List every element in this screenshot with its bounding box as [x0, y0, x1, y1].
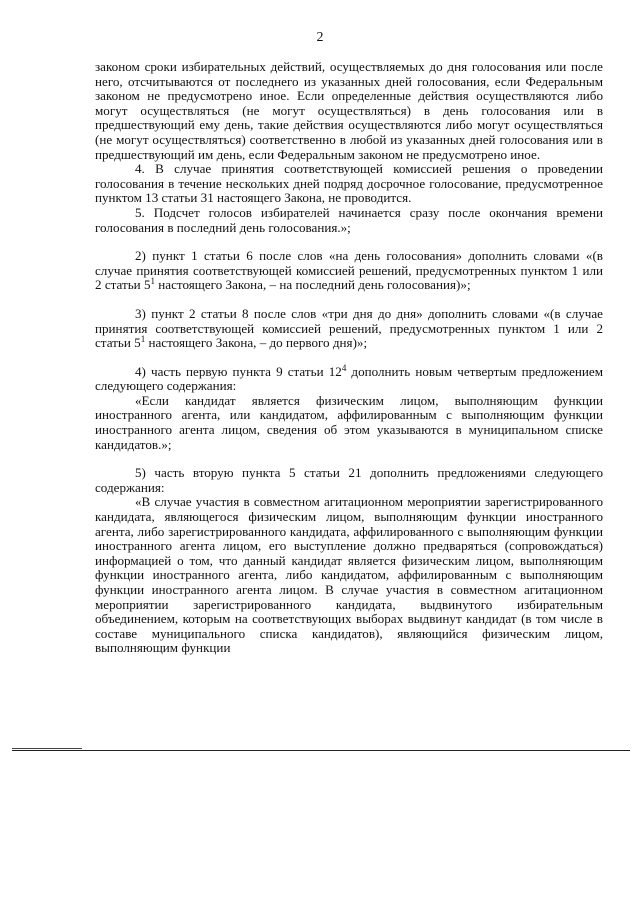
amendment-5-quote: «В случае участия в совместном агитационном мероприятии зарегистрированного кандидата, являющегося физическим лицом, выполняющим функции иностранного агента, либо зарегистрированного кандидата, аффилированного с выполняющим функции иностранного агента лицом, его выступление должно предваряться (сопровождаться) информацией о том, что данный кандидат является физическим лицом, выполняющим функции иностранного агента, либо кандидатом, аффилированным с выполняющим функции иностранного агента лицом. В случае участия в совместном агитационном мероприятии зарегистрированного кандидата, выдвинутого избирательным объединением, которым на соответствующих выборах выдвинут кандидат (в том числе в составе муниципального списка кандидатов), являющийся физическим лицом, выполняющим функции	[95, 494, 603, 656]
amendment-4-superscript: 4	[341, 362, 347, 373]
amendment-2-superscript: 1	[150, 276, 156, 287]
amendment-3-text-b: настоящего Закона, – до первого дня)»;	[145, 335, 368, 351]
amendment-3	[95, 307, 603, 351]
paragraph-spacer	[95, 351, 603, 365]
paragraph-continuation: законом сроки избирательных действий, осуществляемых до дня голосования или после него, отсчитываются от последнего из указанных дней голосования, если Федеральным законом не предусмотрено иное. Если определенные действия осуществляются либо могут осуществляться (не могут осуществляться) в день голосования или в предшествующий ему день, такие действия осуществляются либо могут осуществляться (не могут осуществляться) соответственно в любой из указанных дней голосования или в предшествующий им день, если Федеральным законом не предусмотрено иное.	[95, 59, 603, 162]
amendment-4-text-b: дополнить новым четвертым предложением следующего содержания:	[95, 363, 603, 394]
paragraph-spacer	[95, 452, 603, 466]
amendment-2	[95, 249, 603, 293]
amendment-3-superscript: 1	[140, 334, 146, 345]
amendment-4	[95, 362, 603, 394]
footer-divider	[12, 750, 630, 751]
footer-dash	[12, 748, 82, 749]
paragraph-spacer	[95, 293, 603, 307]
document-body	[95, 60, 603, 656]
paragraph-item-4: 4. В случае принятия соответствующей комиссией решения о проведении голосования в течение нескольких дней подряд досрочное голосование, предусмотренное пунктом 13 статьи 31 настоящего Закона, не проводится.	[95, 161, 603, 206]
amendment-3-text-a: 3) пункт 2 статьи 8 после слов «три дня до дня» дополнить словами «(в случае принятия соответствующей комиссией решений, предусмотренных пунктом 1 или 2 статьи 5	[95, 305, 603, 351]
amendment-2-text-b: настоящего Закона, – на последний день голосования)»;	[155, 277, 471, 293]
amendment-4-quote: «Если кандидат является физическим лицом, выполняющим функции иностранного агента, или кандидатом, аффилированным с выполняющим функции иностранного агента лицом, сведения об этом указываются в муниципальном списке кандидатов.»;	[95, 392, 603, 452]
amendment-5: 5) часть вторую пункта 5 статьи 21 дополнить предложениями следующего содержания:	[95, 465, 603, 495]
amendment-2-text-a: 2) пункт 1 статьи 6 после слов «на день голосования» дополнить словами «(в случае принятия соответствующей комиссией решений, предусмотренных пунктом 1 или 2 статьи 5	[95, 248, 603, 293]
page-number: 2	[316, 30, 324, 45]
paragraph-item-5: 5. Подсчет голосов избирателей начинается сразу после окончания времени голосования в последний день голосования.»;	[95, 204, 603, 235]
amendment-4-text-a: 4) часть первую пункта 9 статьи 12	[135, 363, 342, 379]
paragraph-spacer	[95, 235, 603, 249]
